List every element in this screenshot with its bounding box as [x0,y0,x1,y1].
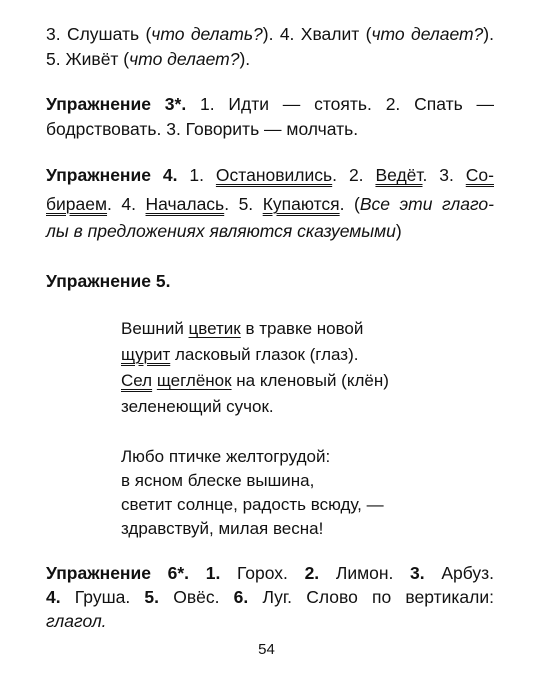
text: . 5. [224,194,263,214]
predicate-word: Сел [121,371,153,390]
marked-word: птичке [168,447,222,466]
text: . ( [339,194,360,214]
note-text: лы в предложениях являются сказуемыми [46,221,396,241]
poem-line-3 [121,370,389,392]
answer-line-1 [46,23,494,45]
text: 1. [177,165,216,185]
item-number: 5. [144,587,160,607]
subject-word: щеглёнок [156,371,232,390]
text: зеленеющий сучок. [121,397,274,416]
text: , [309,471,315,490]
text: Овёс. [159,587,234,607]
text: ) [383,371,389,390]
text: 5. Живёт ( [46,49,130,69]
predicate-word: Ведёт [375,165,423,185]
exercise-6-heading: Упражнение 6*. [46,563,190,583]
question-hint: что делать? [151,24,263,44]
exercise-4-line-2 [46,193,494,215]
item-number: 4. [46,587,61,607]
exercise-6-line-1 [46,562,494,584]
exercise-4-heading: Упражнение 4. [46,165,178,185]
text: Вешний [121,319,189,338]
marked-word: вышина [246,471,310,490]
text: 1. Идти — стоять. 2. Спать — [186,94,495,114]
marked-word: радость [242,495,306,514]
predicate-word: Остановились [215,165,333,185]
text: бодрствовать. 3. Говорить — молчать. [46,119,359,139]
poem-line-6 [121,470,314,492]
predicate-word: Началась [145,194,225,214]
text: , — [357,495,384,514]
poem-line-8 [121,518,323,540]
item-number: 3. [410,563,425,583]
text: ласковый [170,345,256,364]
poem-line-4 [121,396,274,418]
text: Горох. [220,563,305,583]
text: на [231,371,260,390]
text: светит солнце, [121,495,243,514]
text: 3. Слушать ( [46,24,152,44]
text: . 3. [422,165,466,185]
text: Арбуз. [424,563,494,583]
question-hint: что делает? [129,49,240,69]
poem-line-5 [121,446,330,468]
text: ( [336,371,347,390]
text: желтогрудой: [221,447,331,466]
text: здравствуй, милая весна! [121,519,324,538]
predicate-word: щурит [121,345,171,364]
text: . 4. [107,194,146,214]
answer-line-2 [46,48,250,70]
text: Луг. Слово по вертикали: [248,587,495,607]
text: в травке новой [240,319,364,338]
poem-line-1 [121,318,363,340]
exercise-4-line-1 [46,164,494,186]
stressed-word: кленовый [259,371,337,390]
predicate-word: Со- [465,165,494,185]
exercise-3-line-1 [46,93,494,115]
note-text: Все эти глаго- [359,194,494,214]
predicate-word: Купаются [262,194,340,214]
exercise-6-line-2 [46,586,494,608]
exercise-3-heading: Упражнение 3*. [46,94,187,114]
text: ). [239,49,251,69]
text: . 2. [332,165,376,185]
text: Любо [121,447,169,466]
page-number: 54 [258,641,275,658]
poem-line-2 [121,344,359,366]
exercise-4-line-3 [46,220,402,242]
exercise-6-line-3 [46,610,107,632]
text: ( [304,345,316,364]
question-hint: что делает? [371,24,484,44]
text: Груша. [60,587,145,607]
poem-line-7 [121,494,384,516]
marked-word: всюду [310,495,358,514]
text: ). [348,345,359,364]
exercise-5-heading: Упражнение 5. [46,271,171,291]
text: в ясном блеске [121,471,247,490]
stressed-word: глазок [255,345,305,364]
item-number: 1. [189,563,221,583]
text: Лимон. [319,563,411,583]
text: ) [395,221,402,241]
predicate-word: бираем [46,194,108,214]
exercise-3-line-2 [46,118,358,140]
text: ). 4. Хвалит ( [262,24,372,44]
subject-word: цветик [188,319,241,338]
exercise-5-line [46,270,170,292]
item-number: 6. [233,587,249,607]
root-word: глаз [315,345,349,364]
answer-word: глагол. [46,611,107,631]
item-number: 2. [304,563,320,583]
text: ). [483,24,494,44]
root-word: клён [346,371,384,390]
